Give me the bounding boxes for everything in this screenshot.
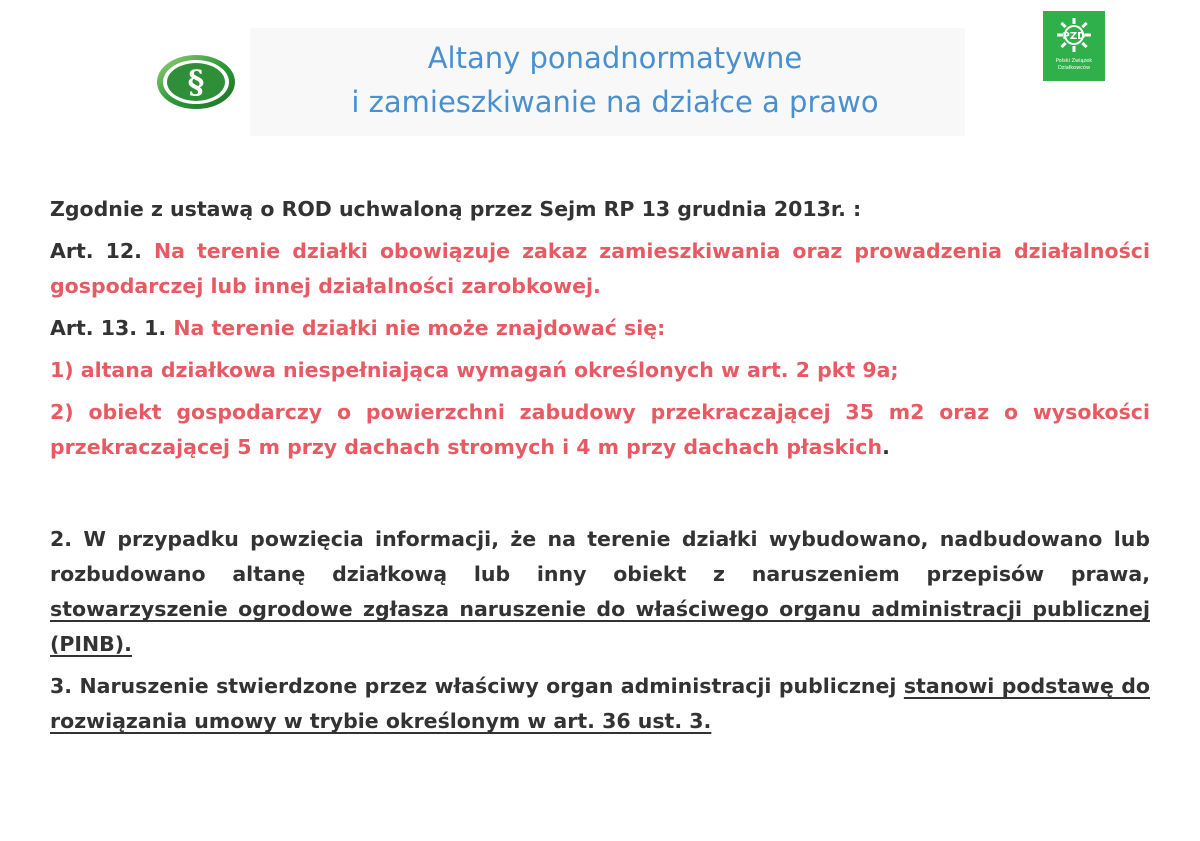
point-2-underlined: stowarzyszenie ogrodowe zgłasza naruszenie do właściwego organu administracji publicznej (PINB).	[50, 597, 1150, 656]
document-body	[50, 192, 1150, 746]
svg-text:PZD: PZD	[1062, 31, 1086, 42]
article-13-text: Na terenie działki nie może znajdować się:	[173, 316, 666, 340]
point-3-underlined: stanowi podstawę do rozwiązania umowy w trybie określonym w art. 36 ust. 3.	[50, 674, 1151, 733]
point-2-text: 2. W przypadku powzięcia informacji, że na terenie działki wybudowano, nadbudowano lub rozbudowano altanę działkową lub inny obiekt z naruszeniem przepisów prawa,	[50, 527, 1150, 586]
article-13-label: Art. 13. 1.	[50, 316, 167, 340]
point-3	[50, 669, 1150, 739]
article-13-item-1: 1) altana działkowa niespełniająca wymagań określonych w art. 2 pkt 9a;	[50, 358, 899, 382]
paragraph-sign-icon	[155, 53, 237, 111]
pzd-logo	[1043, 11, 1105, 81]
point-2	[50, 522, 1150, 662]
pzd-logo-text: Polski Związek Działkowców	[1055, 58, 1093, 71]
svg-text:§: §	[187, 63, 205, 101]
article-12-label: Art. 12.	[50, 239, 142, 263]
article-13-1	[50, 311, 1150, 346]
article-13-item-2	[50, 395, 1150, 465]
spacer	[50, 472, 1150, 522]
article-13-item-2-text: 2) obiekt gospodarczy o powierzchni zabudowy przekraczającej 35 m2 oraz o wysokości przekraczającej 5 m przy dachach stromych i 4 m przy dachach płaskich	[50, 400, 1150, 459]
page-title	[290, 36, 940, 124]
title-line-2: i zamieszkiwanie na działce a prawo	[351, 85, 879, 119]
point-3-text: 3. Naruszenie stwierdzone przez właściwy organ administracji publicznej	[50, 674, 897, 698]
article-12	[50, 234, 1150, 304]
intro-text: Zgodnie z ustawą o ROD uchwaloną przez Sejm RP 13 grudnia 2013r. :	[50, 197, 862, 221]
pzd-sunflower-icon	[1056, 17, 1092, 53]
title-line-1: Altany ponadnormatywne	[427, 41, 803, 75]
article-12-text: Na terenie działki obowiązuje zakaz zamieszkiwania oraz prowadzenia działalności gospodarczej lub innej działalności zarobkowej.	[50, 239, 1150, 298]
article-13-item-2-end: .	[882, 435, 890, 459]
